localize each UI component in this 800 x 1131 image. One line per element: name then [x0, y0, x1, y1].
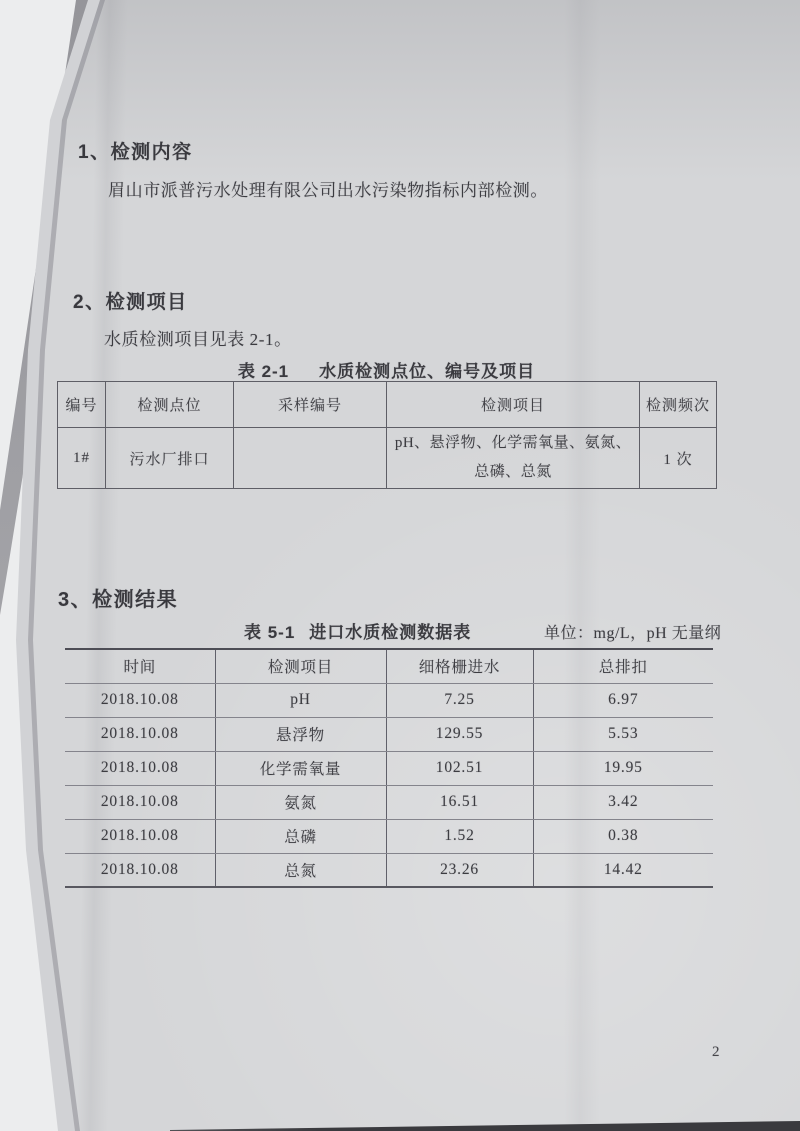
data-cell: 3.42 [533, 785, 713, 819]
data-cell: 化学需氧量 [215, 751, 386, 785]
header-cell: 采样编号 [234, 382, 387, 428]
data-cell: 2018.10.08 [65, 683, 215, 717]
section-1-paragraph: 眉山市派普污水处理有限公司出水污染物指标内部检测。 [108, 181, 548, 200]
data-cell: 1.52 [386, 819, 533, 853]
data-cell: 2018.10.08 [65, 785, 215, 819]
table-2-1-caption-label: 表 2-1 [237, 362, 290, 381]
data-cell: 总氮 [215, 853, 386, 887]
table-row [65, 683, 713, 717]
header-cell: 总排扣 [533, 649, 713, 683]
data-cell: 总磷 [215, 819, 386, 853]
data-cell: 16.51 [386, 785, 533, 819]
table-5-1-unit-note: 单位：mg/L，pH 无量纲 [544, 625, 722, 642]
data-cell: 0.38 [533, 819, 713, 853]
data-cell: 2018.10.08 [65, 717, 215, 751]
page-number: 2 [712, 1044, 720, 1060]
data-cell: 23.26 [386, 853, 533, 887]
table-2-1-header-row [58, 382, 717, 428]
data-cell: 6.97 [533, 683, 713, 717]
data-cell: 102.51 [386, 751, 533, 785]
data-cell: 氨氮 [215, 785, 386, 819]
table-5-1-caption-label: 表 5-1 [244, 623, 296, 642]
section-1-heading: 1、检测内容 [78, 142, 193, 163]
table-2-1-caption [57, 357, 716, 382]
table-row [65, 853, 713, 887]
data-cell: 1 次 [640, 428, 717, 489]
data-cell: 2018.10.08 [65, 751, 215, 785]
header-cell: 检测频次 [640, 382, 717, 428]
table-5-1-caption [244, 618, 471, 643]
data-cell [234, 428, 387, 489]
section-3-heading: 3、检测结果 [58, 589, 179, 611]
data-cell: 2018.10.08 [65, 819, 215, 853]
table-5-1-header-row [65, 649, 713, 683]
table-row [65, 819, 713, 853]
header-cell: 细格栅进水 [386, 649, 533, 683]
section-2-heading: 2、检测项目 [73, 292, 188, 313]
data-cell: 1# [58, 428, 106, 489]
table-5-1 [65, 648, 713, 888]
data-cell: 7.25 [386, 683, 533, 717]
table-2-1 [57, 381, 717, 489]
data-cell: pH、悬浮物、化学需氧量、氨氮、总磷、总氮 [387, 428, 640, 489]
table-row [65, 717, 713, 751]
data-cell: 19.95 [533, 751, 713, 785]
header-cell: 检测点位 [106, 382, 234, 428]
table-5-1-caption-title: 进口水质检测数据表 [309, 623, 472, 642]
data-cell: 污水厂排口 [106, 428, 234, 489]
table-2-1-caption-title: 水质检测点位、编号及项目 [319, 362, 536, 381]
header-cell: 编号 [58, 382, 106, 428]
header-cell: 时间 [65, 649, 215, 683]
data-cell: 悬浮物 [215, 717, 386, 751]
table-row [65, 751, 713, 785]
table-row [65, 785, 713, 819]
table-2-1-data-row [58, 428, 717, 489]
data-cell: 2018.10.08 [65, 853, 215, 887]
header-cell: 检测项目 [387, 382, 640, 428]
data-cell: pH [215, 683, 386, 717]
header-cell: 检测项目 [215, 649, 386, 683]
data-cell: 5.53 [533, 717, 713, 751]
data-cell: 14.42 [533, 853, 713, 887]
section-2-paragraph: 水质检测项目见表 2-1。 [104, 330, 292, 349]
data-cell: 129.55 [386, 717, 533, 751]
